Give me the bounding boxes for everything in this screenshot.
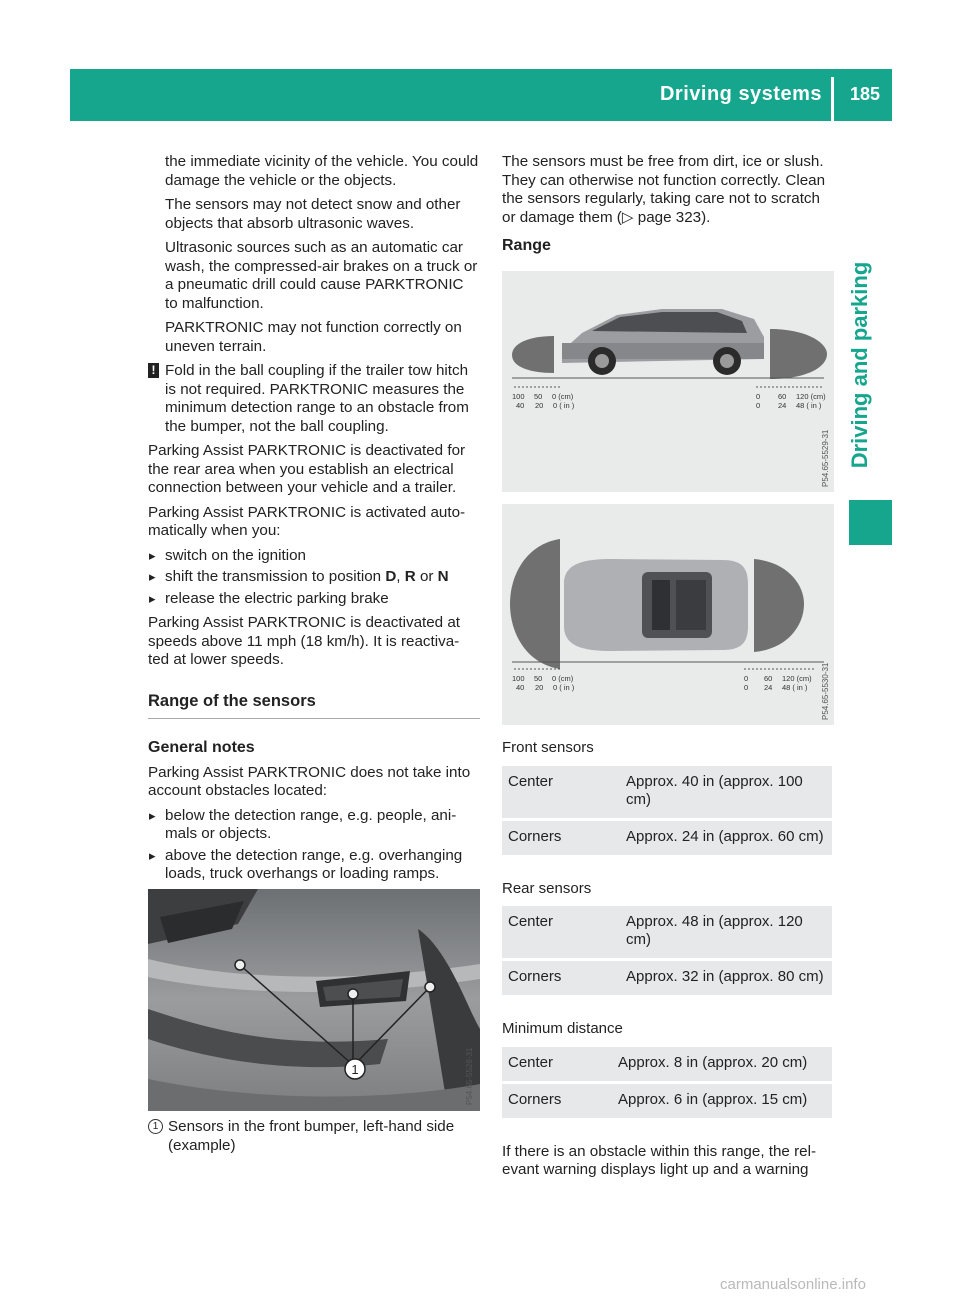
table-cell: Corners — [502, 960, 620, 997]
figure-code: P54.65-5530-31 — [821, 662, 830, 720]
front-bumper-image — [148, 889, 480, 1111]
general-list — [148, 807, 480, 884]
tick-label: 120 (cm) — [796, 392, 826, 401]
right-column — [502, 153, 834, 256]
tick-label: 0 (cm) — [552, 674, 574, 683]
table-cell: Approx. 8 in (approx. 20 cm) — [612, 1047, 832, 1083]
tick-label: 0 ( in ) — [553, 683, 575, 692]
tick-label: 50 — [534, 674, 543, 683]
intro-paragraph-4: PARKTRONIC may not function correctly on uneven terrain. — [165, 319, 462, 355]
table-cell: Corners — [502, 1082, 612, 1119]
table-cell: Center — [502, 766, 620, 820]
range-side-view-image — [502, 271, 834, 492]
warning-icon: ! — [148, 363, 159, 378]
minimum-distance-label: Minimum distance — [502, 1020, 623, 1037]
rear-sensors-label: Rear sensors — [502, 879, 592, 897]
list-item: ▸ switch on the ignition — [148, 547, 480, 566]
tick-label: 60 — [778, 392, 787, 401]
tick-label: 24 — [764, 683, 773, 692]
bumper-caption — [148, 1118, 480, 1155]
table-cell: Approx. 24 in (approx. 60 cm) — [620, 819, 832, 856]
tick-label: 0 — [744, 674, 749, 683]
tick-label: 24 — [778, 401, 787, 410]
side-tab — [840, 250, 880, 480]
tick-label: 0 — [744, 683, 749, 692]
heading-range-of-sensors: Range of the sensors — [148, 692, 480, 720]
table-cell: Approx. 48 in (approx. 120 cm) — [620, 906, 832, 960]
rear-sensors-table — [502, 906, 832, 998]
table-cell: Center — [502, 906, 620, 960]
watermark: carmanualsonline.info — [720, 1276, 866, 1293]
cleaning-paragraph: The sensors must be free from dirt, ice or slush. They can otherwise not function correctly. Clean the sensors regularly, taking care not to scratch or damage them (▷ page 323). — [502, 153, 826, 226]
range-top-view-figure — [502, 504, 834, 725]
table-cell: Center — [502, 1047, 612, 1083]
side-tab-label: Driving and parking — [847, 261, 872, 469]
intro-paragraph-1: the immediate vicinity of the vehicle. You could damage the vehicle or the objects. — [165, 153, 479, 189]
callout-number: 1 — [351, 1062, 359, 1077]
list-item: ▸ shift the transmission to position D, R or N — [148, 568, 480, 587]
range-side-view-figure — [502, 271, 834, 492]
page-header — [70, 69, 892, 121]
tick-label: 50 — [534, 392, 543, 401]
caption-text: Sensors in the front bumper, left-hand side (example) — [168, 1118, 455, 1154]
table-row — [502, 766, 832, 820]
header-divider — [831, 77, 834, 121]
bumper-caption-block — [148, 1118, 480, 1161]
figure-code: P54.65-5529-31 — [821, 429, 830, 487]
table-cell: Approx. 6 in (approx. 15 cm) — [612, 1082, 832, 1119]
tick-label: 60 — [764, 674, 773, 683]
table-row — [502, 1047, 832, 1083]
figure-code: P54.65-5528-31 — [465, 1047, 474, 1105]
callout-marker: 1 — [148, 1119, 163, 1134]
tick-label: 0 — [756, 401, 761, 410]
warning-note — [148, 362, 480, 436]
page-number: 185 — [849, 84, 881, 104]
minimum-distance-table — [502, 1047, 832, 1121]
tick-label: 100 — [512, 392, 525, 401]
table-row — [502, 819, 832, 856]
table-row — [502, 906, 832, 960]
range-top-view-image — [502, 504, 834, 725]
tick-label: 20 — [535, 401, 544, 410]
intro-paragraph-2: The sensors may not detect snow and other objects that absorb ultrasonic waves. — [165, 196, 461, 232]
side-tab-marker — [849, 500, 892, 545]
tick-label: 48 ( in ) — [782, 683, 808, 692]
table-cell: Corners — [502, 819, 620, 856]
tick-label: 20 — [535, 683, 544, 692]
table-cell: Approx. 32 in (approx. 80 cm) — [620, 960, 832, 997]
tick-label: 100 — [512, 674, 525, 683]
heading-range: Range — [502, 237, 551, 254]
intro-paragraph-3: Ultrasonic sources such as an automatic car wash, the compressed-air brakes on a truck or a pneumatic drill could cause PARKTRONIC to malfunction. — [165, 239, 478, 312]
tick-label: 48 ( in ) — [796, 401, 822, 410]
list-item: ▸ below the detection range, e.g. people, ani-mals or objects. — [148, 807, 480, 844]
front-bumper-figure — [148, 889, 480, 1111]
general-paragraph: Parking Assist PARKTRONIC does not take into account obstacles located: — [148, 763, 471, 799]
tick-label: 0 — [756, 392, 761, 401]
table-row — [502, 960, 832, 997]
tick-label: 40 — [516, 683, 525, 692]
section-title: Driving systems — [659, 83, 822, 105]
sensor-ranges — [502, 725, 834, 1186]
heading-general-notes: General notes — [148, 739, 255, 756]
tick-label: 40 — [516, 401, 525, 410]
trailer-paragraph: Parking Assist PARKTRONIC is deactivated for the rear area when you establish an electrical connection between your vehicle and a trailer. — [148, 442, 466, 496]
activation-paragraph: Parking Assist PARKTRONIC is activated auto-matically when you: — [148, 503, 466, 539]
closing-paragraph: If there is an obstacle within this range, the rel-evant warning displays light up and a warning — [502, 1142, 817, 1178]
tick-label: 0 ( in ) — [553, 401, 575, 410]
tick-label: 120 (cm) — [782, 674, 812, 683]
front-sensors-table — [502, 766, 832, 858]
warning-text: Fold in the ball coupling if the trailer tow hitch is not required. PARKTRONIC measures the minimum detection range to an obstacle from the bumper, not the ball coupling. — [165, 362, 469, 435]
front-sensors-label: Front sensors — [502, 739, 594, 756]
list-item: ▸ release the electric parking brake — [148, 590, 480, 609]
activation-list — [148, 547, 480, 609]
speed-paragraph: Parking Assist PARKTRONIC is deactivated at speeds above 11 mph (18 km/h). It is reactiva-ted at lower speeds. — [148, 614, 461, 668]
table-row — [502, 1082, 832, 1119]
table-cell: Approx. 40 in (approx. 100 cm) — [620, 766, 832, 820]
list-item: ▸ above the detection range, e.g. overhanging loads, truck overhangs or loading ramps. — [148, 847, 480, 884]
tick-label: 0 (cm) — [552, 392, 574, 401]
left-column — [148, 153, 480, 890]
